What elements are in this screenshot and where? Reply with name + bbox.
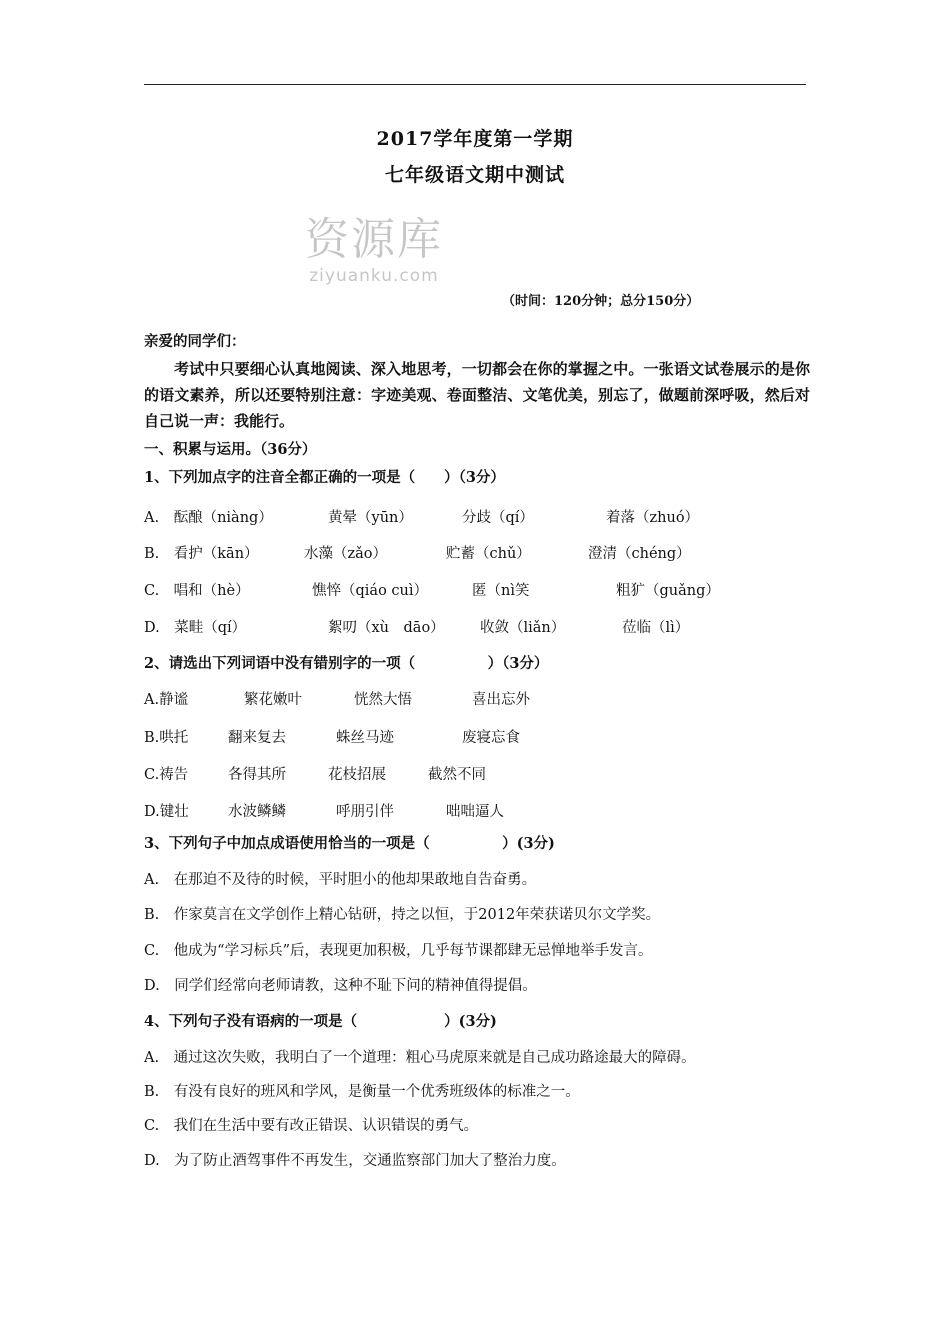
q3-option-a: A. 在那迫不及待的时候，平时胆小的他却果敢地自告奋勇。: [144, 872, 537, 888]
q2-option-d-1: D.键壮: [144, 804, 189, 820]
q1-option-a-3: 分歧（qí）: [462, 510, 534, 526]
q2-option-a-2: 繁花嫩叶: [244, 692, 302, 708]
q4-option-b: B. 有没有良好的班风和学风，是衡量一个优秀班级体的标准之一。: [144, 1084, 580, 1100]
q2-option-d-3: 呼朋引伴: [336, 804, 394, 820]
q1-option-c-2: 憔悴（qiáo cuì）: [312, 583, 428, 599]
title-line-1: 2017学年度第一学期: [376, 128, 574, 150]
q2-option-c-1: C.祷告: [144, 767, 189, 783]
q1-option-d-4: 莅临（lì）: [622, 620, 690, 636]
q3-option-b: B. 作家莫言在文学创作上精心钻研，持之以恒，于2012年荣获诺贝尔文学奖。: [144, 907, 661, 923]
q1-stem: 1、下列加点字的注音全都正确的一项是（ ）（3分）: [144, 469, 505, 486]
q2-option-a-4: 喜出忘外: [472, 692, 530, 708]
q2-option-a-1: A.静谧: [144, 692, 189, 708]
q2-option-c-2: 各得其所: [228, 767, 286, 783]
q1-option-b-1: B. 看护（kān）: [144, 546, 259, 562]
watermark-logo-url: ziyuanku.com: [309, 266, 439, 286]
q3-stem: 3、下列句子中加点成语使用恰当的一项是（ ）(3分): [144, 835, 555, 852]
q1-option-d-3: 收敛（liǎn）: [480, 620, 566, 636]
q4-option-a: A. 通过这次失败，我明白了一个道理：粗心马虎原来就是自己成功路途最大的障碍。: [144, 1050, 696, 1066]
q2-option-d-4: 咄咄逼人: [446, 804, 504, 820]
q2-option-b-1: B.哄托: [144, 730, 189, 746]
q1-option-b-4: 澄清（chéng）: [588, 546, 691, 562]
q2-option-b-2: 翻来复去: [228, 730, 286, 746]
q1-option-b-3: 贮蓄（chǔ）: [446, 546, 531, 562]
q1-option-c-4: 粗犷（guǎng）: [616, 583, 720, 599]
q4-option-c: C. 我们在生活中要有改正错误、认识错误的勇气。: [144, 1118, 479, 1134]
intro-paragraph: 考试中只要细心认真地阅读、深入地思考，一切都会在你的掌握之中。一张语文试卷展示的是你的语文素养，所以还要特别注意：字迹美观、卷面整洁、文笔优美，别忘了，做题前深呼吸，然后对自己说一声：我能行。: [144, 360, 810, 430]
q2-option-a-3: 恍然大悟: [354, 692, 412, 708]
q3-option-d: D. 同学们经常向老师请教，这种不耻下问的精神值得提倡。: [144, 978, 537, 994]
q1-option-b-2: 水藻（zǎo）: [304, 546, 388, 562]
q1-option-c-3: 匿（nì笑: [472, 583, 530, 599]
q1-option-a-2: 黄晕（yūn）: [328, 510, 413, 526]
title-line-2: 七年级语文期中测试: [384, 164, 565, 186]
q1-option-d-2: 絮叨（xù dāo）: [328, 620, 445, 636]
q2-option-d-2: 水波鳞鳞: [228, 804, 286, 820]
q3-option-c: C. 他成为“学习标兵”后，表现更加积极，几乎每节课都肆无忌惮地举手发言。: [144, 943, 653, 959]
q1-option-d-1: D. 菜畦（qí）: [144, 620, 247, 636]
section-heading: 一、积累与运用。（36分）: [144, 441, 317, 458]
header-rule: [144, 84, 806, 85]
q4-stem: 4、下列句子没有语病的一项是（ ）(3分): [144, 1013, 497, 1030]
q2-stem: 2、请选出下列词语中没有错别字的一项（ ）（3分）: [144, 655, 549, 672]
greeting: 亲爱的同学们：: [144, 333, 246, 350]
q2-option-c-3: 花枝招展: [328, 767, 386, 783]
q2-option-b-3: 蛛丝马迹: [336, 730, 394, 746]
q1-option-a-4: 着落（zhuó）: [606, 510, 700, 526]
exam-info: （时间：120分钟；总分150分）: [502, 294, 700, 309]
q4-option-d: D. 为了防止酒驾事件不再发生，交通监察部门加大了整治力度。: [144, 1153, 566, 1169]
q1-option-c-1: C. 唱和（hè）: [144, 583, 250, 599]
watermark-logo-cn: 资源库: [305, 214, 443, 265]
q2-option-b-4: 废寝忘食: [462, 730, 520, 746]
watermark-logo: [284, 214, 464, 286]
q2-option-c-4: 截然不同: [428, 767, 486, 783]
q1-option-a-1: A. 酝酿（niàng）: [144, 510, 273, 526]
